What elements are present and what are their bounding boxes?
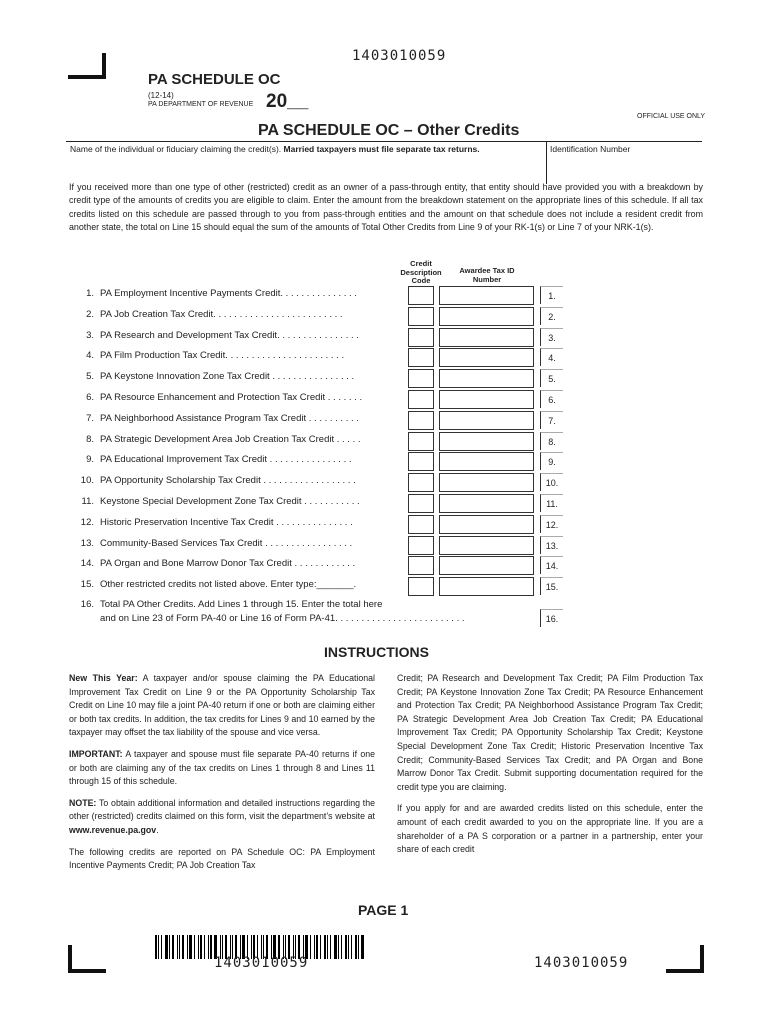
line-description: Community-Based Services Tax Credit . . . . . . . . . . . . . . . . . bbox=[100, 537, 353, 549]
tax-id-field[interactable] bbox=[439, 473, 534, 492]
line-number: 6. bbox=[86, 392, 94, 403]
line-number: 9. bbox=[86, 454, 94, 466]
barcode-bar bbox=[172, 935, 174, 959]
name-field-label: Name of the individual or fiduciary claiming the credit(s). bbox=[70, 144, 284, 154]
amount-box-label: 8. bbox=[548, 436, 556, 447]
credit-line bbox=[70, 413, 570, 431]
barcode-bar bbox=[204, 935, 205, 959]
amount-field[interactable] bbox=[540, 494, 563, 512]
tax-id-field[interactable] bbox=[439, 452, 534, 471]
barcode-bar bbox=[334, 935, 337, 959]
barcode-bar bbox=[320, 935, 321, 959]
scan-code-bottom: 1403010059 bbox=[534, 955, 629, 971]
barcode-bar bbox=[194, 935, 195, 959]
credit-code-field[interactable] bbox=[408, 577, 434, 596]
credit-line bbox=[70, 392, 570, 410]
line-16-text: Total PA Other Credits. Add Lines 1 through 15. Enter the total here bbox=[100, 599, 383, 610]
credit-code-field[interactable] bbox=[408, 432, 434, 451]
tax-id-field[interactable] bbox=[439, 432, 534, 451]
amount-box-label: 10. bbox=[545, 478, 559, 489]
amount-field[interactable] bbox=[540, 536, 563, 554]
barcode-bar bbox=[341, 935, 342, 959]
identification-number-field[interactable] bbox=[550, 144, 700, 180]
amount-field[interactable] bbox=[540, 328, 563, 346]
tax-id-field[interactable] bbox=[439, 494, 534, 513]
line-description: PA Organ and Bone Marrow Donor Tax Credit . . . . . . . . . . . . bbox=[100, 558, 356, 570]
website-link[interactable]: www.revenue.pa.gov bbox=[69, 824, 157, 835]
amount-box-label: 13. bbox=[545, 540, 559, 551]
barcode-bar bbox=[345, 935, 347, 959]
important-label: IMPORTANT: bbox=[69, 748, 123, 759]
line-number: 8. bbox=[86, 433, 94, 445]
amount-box-label: 6. bbox=[548, 395, 556, 405]
credit-code-field[interactable] bbox=[408, 328, 434, 347]
credit-code-field[interactable] bbox=[408, 452, 434, 471]
amount-field[interactable] bbox=[540, 390, 563, 408]
barcode-bar bbox=[310, 935, 311, 959]
barcode-bar bbox=[189, 935, 192, 959]
married-notice: Married taxpayers must file separate tax returns. bbox=[283, 144, 480, 154]
line-16-box-label: 16. bbox=[545, 614, 559, 624]
amount-box-label: 14. bbox=[545, 561, 559, 572]
credits-list-paragraph: The following credits are reported on PA Schedule OC: PA Employment Incentive Payments Credit; PA Job Creation Tax bbox=[69, 846, 375, 871]
barcode-bar bbox=[182, 935, 184, 959]
credit-code-field[interactable] bbox=[408, 411, 434, 430]
awarded-credits-paragraph: If you apply for and are awarded credits listed on this schedule, enter the amount of each credit awarded to you on the appropriate line. If you are a shareholder of a PA S corporation or a partner in a partnership, enter your share of each credit bbox=[397, 803, 703, 855]
barcode-bar bbox=[187, 935, 188, 959]
tax-id-field[interactable] bbox=[439, 390, 534, 409]
credit-line bbox=[70, 579, 570, 597]
barcode-bar bbox=[316, 935, 318, 959]
instructions-heading: INSTRUCTIONS bbox=[324, 644, 429, 660]
instructions-left-column bbox=[69, 672, 375, 881]
credit-code-field[interactable] bbox=[408, 307, 434, 326]
tax-id-field[interactable] bbox=[439, 369, 534, 388]
line-number: 4. bbox=[86, 350, 94, 362]
line-number: 7. bbox=[86, 412, 94, 424]
tax-id-field[interactable] bbox=[439, 515, 534, 534]
tax-id-field[interactable] bbox=[439, 307, 534, 326]
note-paragraph: NOTE: To obtain additional information and detailed instructions regarding the other (restricted) credits claimed on this form, visit the department’s website at www.revenue.pa.gov. bbox=[69, 797, 375, 835]
amount-field[interactable] bbox=[540, 411, 563, 429]
col-header-code: Credit Description Code bbox=[400, 259, 442, 285]
amount-field[interactable] bbox=[540, 556, 563, 574]
instructions-right-column bbox=[397, 672, 703, 865]
tax-id-field[interactable] bbox=[439, 411, 534, 430]
line-number: 1. bbox=[86, 288, 94, 299]
line-number: 5. bbox=[86, 371, 94, 383]
barcode-bar bbox=[327, 935, 328, 959]
line-16 bbox=[70, 599, 570, 629]
line-description: PA Employment Incentive Payments Credit. . . . . . . . . . . . . . . bbox=[100, 288, 357, 299]
credit-code-field[interactable] bbox=[408, 556, 434, 575]
tax-id-field[interactable] bbox=[439, 556, 534, 575]
credit-code-field[interactable] bbox=[408, 494, 434, 513]
line-description: Other restricted credits not listed above. Enter type:_______. bbox=[100, 579, 357, 591]
amount-box-label: 7. bbox=[548, 415, 556, 426]
line-description: PA Neighborhood Assistance Program Tax Credit . . . . . . . . . . bbox=[100, 412, 359, 424]
tax-id-field[interactable] bbox=[439, 577, 534, 596]
line-description: Historic Preservation Incentive Tax Credit . . . . . . . . . . . . . . . bbox=[100, 516, 353, 528]
tax-id-field[interactable] bbox=[439, 348, 534, 367]
barcode-bar bbox=[208, 935, 209, 959]
new-this-year-paragraph: New This Year: A taxpayer and/or spouse claiming the PA Educational Improvement Tax Credit on Line 9 or the PA Opportunity Scholarship Tax Credit on Line 10 may file a joint PA-40 return if one or both are claiming either or both tax credits. In addition, the tax credits for Lines 9 and 10 earned by the taxpayer may offset the tax liability of the spouse and vice versa. bbox=[69, 673, 375, 738]
line-description: PA Educational Improvement Tax Credit . . . . . . . . . . . . . . . . bbox=[100, 454, 352, 466]
barcode-bar bbox=[200, 935, 202, 959]
col-header-taxid: Awardee Tax ID Number bbox=[459, 266, 515, 284]
new-this-year-label: New This Year: bbox=[69, 673, 138, 683]
amount-box-label: 4. bbox=[548, 353, 556, 364]
line-description: PA Research and Development Tax Credit. . . . . . . . . . . . . . . . bbox=[100, 329, 359, 341]
official-use-label: OFFICIAL USE ONLY bbox=[637, 113, 706, 120]
tax-id-field[interactable] bbox=[439, 286, 534, 305]
id-box-divider bbox=[546, 141, 547, 184]
name-field[interactable] bbox=[70, 144, 542, 180]
amount-box-label: 1. bbox=[548, 291, 556, 301]
credit-line bbox=[70, 330, 570, 348]
barcode-bar bbox=[155, 935, 157, 959]
line-number: 11. bbox=[81, 496, 94, 507]
line-number: 10. bbox=[80, 475, 94, 487]
line-number: 2. bbox=[86, 308, 94, 320]
line-description: PA Strategic Development Area Job Creation Tax Credit . . . . . bbox=[100, 433, 361, 445]
credits-list-continued: Credit; PA Research and Development Tax Credit; PA Film Production Tax Credit; PA Keystone Innovation Zone Tax Credit; PA Resource Enhancement and Protection Tax Credit; PA Neighborhood Assistance Program Tax Credit; PA Strategic Development Area Job Creation Tax Credit; PA Educational Improvement Tax Credit; PA Opportunity Scholarship Tax Credit; Keystone Special Development Zone Tax Credit; Historic Preservation Incentive Tax Credit; Community-Based Services Tax Credit; and PA Organ and Bone Marrow Donor Tax Credit. Submit supporting documentation required for the credit type you are claiming. bbox=[397, 673, 703, 792]
credit-code-field[interactable] bbox=[408, 348, 434, 367]
amount-box-label: 15. bbox=[545, 582, 559, 593]
credit-line bbox=[70, 309, 570, 327]
amount-box-label: 3. bbox=[548, 332, 556, 343]
barcode-bar bbox=[338, 935, 339, 959]
credit-line bbox=[70, 475, 570, 493]
amount-field[interactable] bbox=[540, 452, 563, 470]
barcode-bar bbox=[165, 935, 168, 959]
barcode-bar bbox=[348, 935, 349, 959]
barcode-bar bbox=[324, 935, 326, 959]
barcode-bar bbox=[330, 935, 331, 959]
amount-box-label: 12. bbox=[545, 519, 559, 530]
line-number: 15. bbox=[80, 579, 94, 591]
credit-code-field[interactable] bbox=[408, 473, 434, 492]
amount-field[interactable] bbox=[540, 369, 563, 387]
line-description: PA Film Production Tax Credit. . . . . . . . . . . . . . . . . . . . . . . bbox=[100, 350, 345, 362]
amount-field[interactable] bbox=[540, 577, 563, 595]
credit-line bbox=[70, 496, 570, 514]
amount-box-label: 5. bbox=[548, 374, 556, 385]
line-16-amount-field[interactable] bbox=[540, 609, 563, 627]
amount-box-label: 11. bbox=[546, 499, 558, 509]
amount-field[interactable] bbox=[540, 348, 563, 366]
credit-code-field[interactable] bbox=[408, 369, 434, 388]
line-16-text-2: and on Line 23 of Form PA-40 or Line 16 of Form PA-41. . . . . . . . . . . . . . . . . . . . . . . . . bbox=[100, 613, 465, 624]
barcode-bar bbox=[210, 935, 212, 959]
tax-id-field[interactable] bbox=[439, 536, 534, 555]
form-heading: PA SCHEDULE OC – Other Credits bbox=[258, 122, 520, 139]
line-description: Keystone Special Development Zone Tax Credit . . . . . . . . . . . bbox=[100, 496, 360, 507]
barcode-text: 1403010059 bbox=[214, 955, 309, 971]
important-paragraph: IMPORTANT: A taxpayer and spouse must file separate PA-40 returns if one or both are claiming any of the tax credits on Lines 1 through 8 and Lines 11 through 15 of this schedule. bbox=[69, 748, 375, 787]
amount-field[interactable] bbox=[540, 286, 563, 304]
credit-line bbox=[70, 288, 570, 306]
line-description: PA Resource Enhancement and Protection Tax Credit . . . . . . . bbox=[100, 392, 363, 403]
tax-id-field[interactable] bbox=[439, 328, 534, 347]
credit-line bbox=[70, 558, 570, 576]
credit-line bbox=[70, 454, 570, 472]
amount-field[interactable] bbox=[540, 473, 563, 491]
barcode-bar bbox=[177, 935, 178, 959]
amount-field[interactable] bbox=[540, 432, 563, 450]
line-description: PA Job Creation Tax Credit. . . . . . . . . . . . . . . . . . . . . . . . . bbox=[100, 308, 343, 320]
credit-line bbox=[70, 350, 570, 368]
intro-paragraph: If you received more than one type of other (restricted) credit as an owner of a pass-through entity, that entity should have provided you with a breakdown by credit type of the amounts of credits you are eligible to claim. Enter the amount from the breakdown statement on the appropriate lines of this schedule. If all tax credits listed on this schedule are passed through to you from pass-through entities and the amount on that schedule does not include a resident credit from another state, the total on Line 15 should equal the sum of the amounts of Total Other Credits from Line 9 of your RK-1(s) or Line 7 of your NRK-1(s). bbox=[69, 182, 703, 233]
barcode-bar bbox=[169, 935, 170, 959]
barcode-bar bbox=[314, 935, 315, 959]
credit-line bbox=[70, 517, 570, 535]
line-number: 3. bbox=[86, 329, 94, 341]
form-revision: (12-14) bbox=[148, 91, 174, 100]
barcode-bar bbox=[179, 935, 180, 959]
line-number: 12. bbox=[80, 516, 94, 528]
corner-mark-bottom-right bbox=[666, 945, 704, 973]
barcode-bar bbox=[161, 935, 162, 959]
tax-year: 20__ bbox=[266, 91, 309, 112]
line-number: 14. bbox=[80, 558, 94, 570]
form-title: PA SCHEDULE OC bbox=[148, 71, 281, 88]
credit-code-field[interactable] bbox=[408, 390, 434, 409]
scan-code-top: 1403010059 bbox=[352, 48, 447, 64]
corner-mark-bottom-left bbox=[68, 945, 106, 973]
credit-line bbox=[70, 434, 570, 452]
barcode-bar bbox=[351, 935, 352, 959]
credit-line bbox=[70, 538, 570, 556]
note-label: NOTE: bbox=[69, 797, 97, 808]
page-number: PAGE 1 bbox=[358, 902, 409, 918]
barcode-bar bbox=[158, 935, 159, 959]
credit-line bbox=[70, 371, 570, 389]
identification-number-label: Identification Number bbox=[550, 144, 631, 154]
line-number: 13. bbox=[80, 537, 94, 549]
credit-code-field[interactable] bbox=[408, 536, 434, 555]
line-description: PA Opportunity Scholarship Tax Credit . . . . . . . . . . . . . . . . . . bbox=[100, 475, 356, 487]
corner-mark-top-left bbox=[68, 53, 106, 79]
amount-box-label: 2. bbox=[548, 311, 556, 322]
barcode-bar bbox=[358, 935, 359, 959]
amount-field[interactable] bbox=[540, 515, 563, 533]
amount-field[interactable] bbox=[540, 307, 563, 325]
amount-box-label: 9. bbox=[548, 457, 556, 468]
line-16-number: 16. bbox=[80, 599, 94, 610]
department-name: PA DEPARTMENT OF REVENUE bbox=[148, 101, 254, 108]
barcode-bar bbox=[198, 935, 199, 959]
barcode-bar bbox=[355, 935, 357, 959]
credit-code-field[interactable] bbox=[408, 515, 434, 534]
line-description: PA Keystone Innovation Zone Tax Credit . . . . . . . . . . . . . . . . bbox=[100, 371, 355, 383]
barcode-bar bbox=[361, 935, 364, 959]
credit-code-field[interactable] bbox=[408, 286, 434, 305]
